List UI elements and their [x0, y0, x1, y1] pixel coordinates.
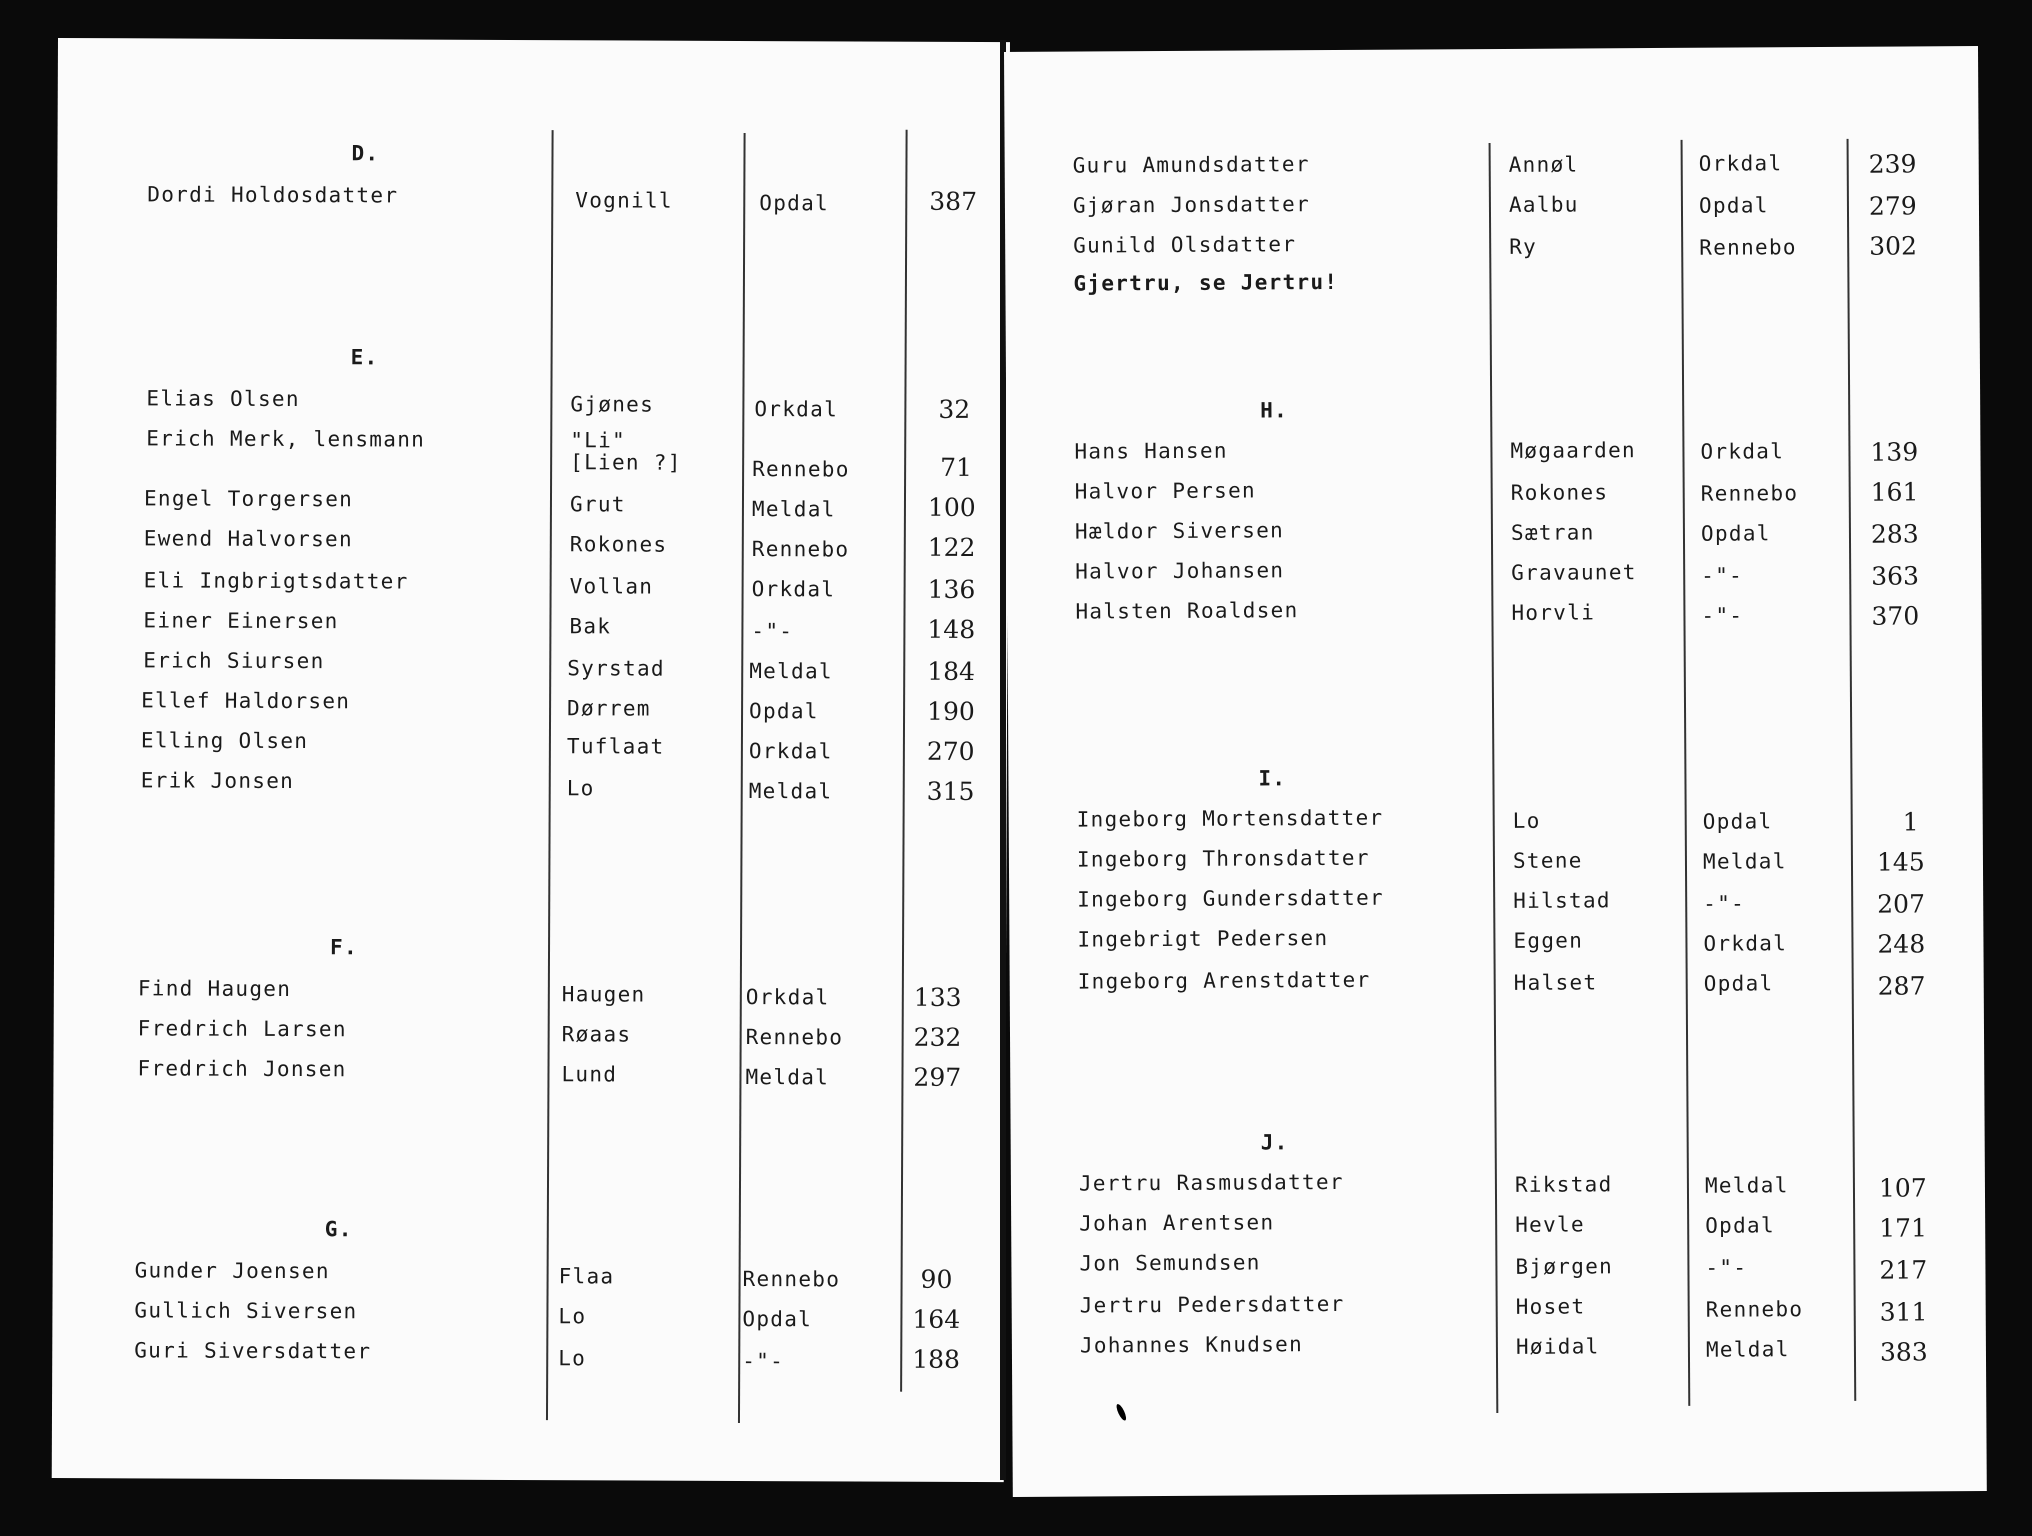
entry-page: 139: [1870, 437, 1919, 467]
entry-page: 164: [912, 1304, 961, 1334]
entry-place: Eggen: [1513, 928, 1584, 953]
column-rule: [738, 133, 746, 1423]
entry-name: Gjøran Jonsdatter: [1072, 192, 1311, 218]
entry-place: Gjønes: [570, 392, 655, 417]
entry-name: Fredrich Larsen: [137, 1016, 347, 1042]
entry-page: 71: [940, 452, 973, 482]
entry-place: Halset: [1513, 970, 1598, 995]
entry-name: Guru Amundsdatter: [1072, 152, 1310, 178]
entry-parish: Orkdal: [751, 577, 836, 602]
entry-name: Elling Olsen: [140, 728, 309, 754]
entry-page: 171: [1879, 1213, 1928, 1243]
entry-name: Einer Einersen: [143, 608, 339, 634]
entry-page: 145: [1876, 847, 1925, 877]
entry-place: Annøl: [1508, 152, 1579, 177]
entry-place: Hilstad: [1513, 888, 1611, 913]
entry-parish: Meldal: [751, 497, 836, 522]
entry-place: Syrstad: [567, 656, 665, 681]
entry-page: 302: [1869, 231, 1918, 261]
entry-page: 190: [927, 696, 975, 727]
section-letter: E.: [350, 345, 379, 370]
entry-parish: -"-: [1701, 603, 1744, 628]
left-page: [52, 38, 1010, 1482]
entry-name: Ingebrigt Pedersen: [1077, 926, 1329, 952]
entry-name: Gunder Joensen: [134, 1258, 330, 1284]
entry-name: Jertru Rasmusdatter: [1078, 1169, 1344, 1196]
entry-page: 270: [926, 736, 975, 767]
entry-parish: Meldal: [1702, 849, 1787, 874]
entry-place: Gravaunet: [1511, 560, 1637, 585]
entry-place: Røaas: [561, 1022, 632, 1047]
entry-name: Ingeborg Gundersdatter: [1077, 885, 1384, 912]
entry-parish: Opdal: [1700, 521, 1771, 546]
entry-place: Rokones: [1510, 480, 1609, 505]
section-letter: F.: [329, 935, 358, 960]
entry-place: Rikstad: [1514, 1172, 1613, 1197]
entry-page: 1: [1902, 807, 1919, 837]
entry-place: Lund: [561, 1062, 618, 1087]
entry-parish: -"-: [742, 1348, 785, 1374]
entry-place: Lo: [558, 1304, 587, 1329]
entry-place: Vognill: [575, 188, 673, 213]
entry-name: Gullich Siversen: [134, 1298, 358, 1324]
entry-place: Lo: [1512, 808, 1541, 833]
entry-parish: Meldal: [1704, 1173, 1789, 1198]
entry-parish: Rennebo: [1705, 1297, 1804, 1322]
entry-parish: Opdal: [742, 1306, 813, 1332]
entry-parish: -"-: [751, 619, 794, 644]
entry-name: Erik Jonsen: [140, 768, 295, 794]
entry-page: 217: [1879, 1255, 1928, 1285]
entry-place: "Li": [570, 428, 627, 453]
entry-parish: Meldal: [1705, 1337, 1790, 1362]
entry-parish: Orkdal: [745, 985, 830, 1010]
entry-name: Johan Arentsen: [1079, 1210, 1275, 1236]
entry-place: Dørrem: [567, 696, 651, 721]
entry-name: Erich Siursen: [143, 648, 325, 674]
entry-page: 207: [1877, 889, 1926, 919]
entry-parish: Orkdal: [1703, 931, 1788, 956]
column-rule: [1847, 139, 1857, 1401]
entry-name: Ingeborg Arenstdatter: [1077, 967, 1371, 994]
entry-page: 188: [912, 1344, 961, 1374]
entry-place: Vollan: [569, 574, 654, 599]
entry-page: 363: [1871, 561, 1920, 591]
entry-parish: -"-: [1705, 1255, 1748, 1280]
entry-page: 136: [927, 574, 976, 605]
entry-place: Hoset: [1515, 1294, 1586, 1319]
entry-parish: Rennebo: [751, 537, 850, 562]
cross-reference: Gjertru, se Jertru!: [1073, 269, 1339, 296]
entry-place: Bak: [569, 614, 612, 639]
entry-parish: Orkdal: [754, 397, 839, 422]
entry-name: Halvor Johansen: [1075, 558, 1285, 584]
entry-place: Rokones: [569, 532, 668, 557]
section-letter: H.: [1260, 398, 1289, 423]
entry-place: Lo: [558, 1346, 587, 1371]
entry-name: Halsten Roaldsen: [1075, 598, 1299, 624]
entry-parish: Meldal: [745, 1065, 830, 1090]
entry-page: 232: [913, 1022, 962, 1052]
entry-name: Fredrich Jonsen: [137, 1056, 347, 1082]
entry-page: 32: [938, 394, 971, 424]
entry-parish: Opdal: [1705, 1213, 1775, 1238]
entry-page: 184: [927, 656, 976, 687]
entry-place: Horvli: [1511, 600, 1596, 625]
entry-page: 100: [927, 492, 976, 523]
entry-parish: Opdal: [759, 191, 830, 216]
entry-place: Aalbu: [1508, 192, 1579, 217]
entry-name: Johannes Knudsen: [1079, 1332, 1304, 1358]
entry-name: Ingeborg Mortensdatter: [1076, 805, 1384, 832]
entry-place: Flaa: [558, 1264, 615, 1289]
entry-page: 239: [1868, 149, 1917, 179]
entry-name: Ingeborg Thronsdatter: [1076, 845, 1370, 872]
ink-mark: [1115, 1403, 1128, 1422]
entry-place: Ry: [1509, 234, 1538, 259]
entry-place: Hevle: [1515, 1212, 1585, 1237]
entry-name: Dordi Holdosdatter: [147, 182, 399, 208]
entry-page: 370: [1871, 601, 1920, 631]
entry-parish: Meldal: [749, 659, 833, 684]
entry-page: 122: [927, 532, 976, 563]
entry-page: 387: [929, 186, 978, 217]
entry-page: 287: [1877, 971, 1926, 1001]
entry-place: Høidal: [1515, 1334, 1600, 1359]
entry-parish: Opdal: [1702, 809, 1773, 834]
entry-place: Grut: [569, 492, 626, 517]
entry-place-note: [Lien ?]: [570, 450, 682, 475]
entry-name: Eli Ingbrigtsdatter: [143, 568, 409, 594]
entry-parish: Rennebo: [745, 1025, 844, 1050]
entry-parish: Opdal: [749, 699, 819, 724]
entry-page: 283: [1870, 519, 1919, 549]
entry-parish: -"-: [1703, 891, 1746, 916]
section-letter: I.: [1258, 766, 1287, 791]
entry-name: Guri Siversdatter: [134, 1338, 372, 1364]
entry-place: Stene: [1512, 848, 1583, 873]
entry-parish: Meldal: [748, 779, 833, 804]
entry-page: 148: [927, 614, 976, 645]
entry-name: Elias Olsen: [146, 386, 300, 412]
entry-page: 297: [913, 1062, 962, 1092]
entry-name: Find Haugen: [137, 976, 292, 1002]
column-rule: [900, 130, 908, 1392]
entry-page: 279: [1868, 191, 1917, 221]
entry-page: 107: [1878, 1173, 1927, 1203]
entry-parish: Rennebo: [1699, 235, 1797, 260]
entry-place: Sætran: [1510, 520, 1595, 545]
entry-parish: -"-: [1701, 563, 1744, 588]
entry-name: Erich Merk, lensmann: [146, 426, 426, 452]
entry-page: 90: [920, 1264, 953, 1294]
entry-name: Engel Torgersen: [143, 486, 354, 512]
entry-name: Gunild Olsdatter: [1073, 232, 1297, 258]
entry-page: 248: [1877, 929, 1926, 959]
column-rule: [1489, 143, 1499, 1413]
entry-parish: Orkdal: [1698, 151, 1783, 176]
column-rule: [546, 130, 554, 1420]
entry-parish: Orkdal: [748, 739, 833, 764]
entry-page: 161: [1870, 477, 1919, 507]
entry-parish: Rennebo: [1700, 481, 1799, 506]
entry-place: Haugen: [561, 982, 646, 1007]
entry-page: 133: [913, 982, 962, 1012]
entry-name: Jon Semundsen: [1079, 1250, 1261, 1276]
column-rule: [1681, 140, 1691, 1406]
entry-place: Tuflaat: [566, 734, 665, 759]
section-letter: D.: [351, 141, 380, 166]
entry-parish: Orkdal: [1700, 439, 1785, 464]
entry-name: Hældor Siversen: [1074, 518, 1285, 544]
entry-name: Ewend Halvorsen: [143, 526, 354, 552]
section-letter: G.: [324, 1217, 353, 1242]
entry-page: 315: [926, 776, 975, 807]
entry-parish: Rennebo: [752, 457, 850, 482]
section-letter: J.: [1260, 1130, 1289, 1155]
entry-parish: Opdal: [1703, 971, 1774, 996]
entry-parish: Opdal: [1698, 193, 1769, 218]
entry-page: 383: [1879, 1337, 1928, 1367]
entry-parish: Rennebo: [742, 1266, 841, 1292]
entry-name: Hans Hansen: [1074, 438, 1228, 464]
entry-page: 311: [1879, 1297, 1928, 1327]
entry-place: Møgaarden: [1510, 438, 1637, 463]
entry-name: Halvor Persen: [1074, 478, 1257, 504]
right-page: [1004, 46, 1987, 1497]
entry-place: Lo: [566, 776, 595, 801]
entry-name: Ellef Haldorsen: [141, 688, 351, 714]
entry-name: Jertru Pedersdatter: [1079, 1291, 1345, 1318]
entry-place: Bjørgen: [1515, 1254, 1614, 1279]
